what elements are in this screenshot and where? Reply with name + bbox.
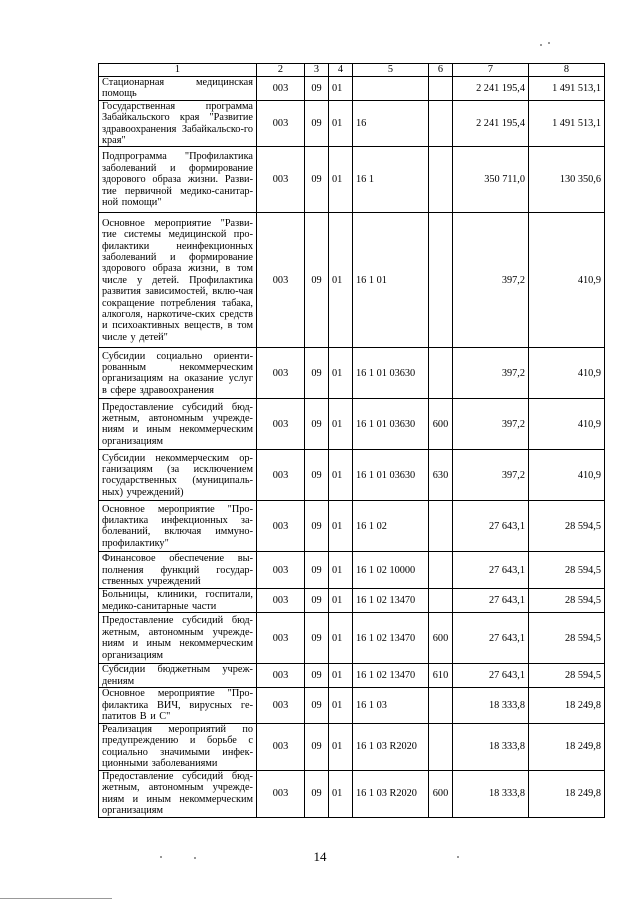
cell-subsection: 01 [329, 147, 353, 213]
cell-amount-1: 27 643,1 [453, 664, 529, 688]
col-header: 4 [329, 64, 353, 77]
cell-amount-2: 18 249,8 [529, 770, 605, 817]
cell-amount-1: 18 333,8 [453, 688, 529, 724]
table-row [99, 664, 605, 688]
cell-section: 09 [305, 664, 329, 688]
cell-code: 003 [257, 450, 305, 501]
header-row [99, 64, 605, 77]
cell-code: 003 [257, 213, 305, 348]
cell-target: 16 1 03 [353, 688, 429, 724]
scan-edge-line [0, 898, 112, 899]
cell-amount-2: 130 350,6 [529, 147, 605, 213]
cell-section: 09 [305, 724, 329, 771]
col-header: 1 [99, 64, 257, 77]
table-row [99, 770, 605, 817]
table-row [99, 450, 605, 501]
cell-section: 09 [305, 100, 329, 147]
cell-expense-type: 630 [429, 450, 453, 501]
cell-target: 16 1 02 13470 [353, 589, 429, 613]
table-row [99, 724, 605, 771]
page-number: 14 [313, 849, 327, 864]
scan-speck [457, 856, 459, 858]
cell-amount-1: 2 241 195,4 [453, 77, 529, 101]
cell-expense-type [429, 213, 453, 348]
cell-target: 16 1 01 [353, 213, 429, 348]
col-header: 2 [257, 64, 305, 77]
cell-amount-2: 18 249,8 [529, 688, 605, 724]
cell-target: 16 [353, 100, 429, 147]
cell-amount-1: 18 333,8 [453, 724, 529, 771]
row-name: Подпрограмма "Профилактика заболеваний и формирование здорового образа жизни. Разви-тие первичной медико-санитар-ной помощи" [99, 147, 257, 213]
cell-amount-1: 18 333,8 [453, 770, 529, 817]
cell-target: 16 1 03 R2020 [353, 770, 429, 817]
cell-code: 003 [257, 664, 305, 688]
cell-target: 16 1 01 03630 [353, 348, 429, 399]
cell-code: 003 [257, 589, 305, 613]
cell-expense-type [429, 688, 453, 724]
cell-expense-type: 600 [429, 613, 453, 664]
cell-code: 003 [257, 501, 305, 552]
cell-amount-2: 28 594,5 [529, 613, 605, 664]
table-row [99, 613, 605, 664]
cell-amount-1: 397,2 [453, 450, 529, 501]
cell-target: 16 1 03 R2020 [353, 724, 429, 771]
cell-code: 003 [257, 724, 305, 771]
cell-code: 003 [257, 399, 305, 450]
row-name: Субсидии социально ориенти-рованным некоммерческим организациям на оказание услуг в сфере здравоохранения [99, 348, 257, 399]
cell-amount-2: 410,9 [529, 348, 605, 399]
cell-section: 09 [305, 147, 329, 213]
cell-expense-type: 600 [429, 770, 453, 817]
cell-section: 09 [305, 213, 329, 348]
row-name: Стационарная медицинская помощь [99, 77, 257, 101]
cell-code: 003 [257, 688, 305, 724]
cell-amount-1: 27 643,1 [453, 589, 529, 613]
cell-target: 16 1 02 [353, 501, 429, 552]
row-name: Основное мероприятие "Про-филактика инфекционных за-болеваний, включая иммуно-профилактику" [99, 501, 257, 552]
cell-amount-2: 28 594,5 [529, 664, 605, 688]
cell-subsection: 01 [329, 100, 353, 147]
cell-target [353, 77, 429, 101]
cell-code: 003 [257, 770, 305, 817]
table-row [99, 77, 605, 101]
scan-speck [194, 857, 196, 859]
cell-expense-type [429, 100, 453, 147]
cell-section: 09 [305, 688, 329, 724]
table-row [99, 688, 605, 724]
row-name: Основное мероприятие "Разви-тие системы медицинской про-филактики неинфекционных заболеваний и формирование здорового образа жизни, в том числе у детей. Профилактика развития зависимостей, вклю-чая сокращение потребления табака, алкоголя, наркотиче-ских средств и психоактивных веществ, в том числе у детей" [99, 213, 257, 348]
cell-amount-2: 1 491 513,1 [529, 100, 605, 147]
col-header: 6 [429, 64, 453, 77]
cell-amount-2: 410,9 [529, 213, 605, 348]
scan-speck [540, 44, 542, 46]
cell-expense-type [429, 552, 453, 589]
cell-target: 16 1 02 13470 [353, 613, 429, 664]
row-name: Предоставление субсидий бюд-жетным, автономным учрежде-ниям и иным некоммерческим организациям [99, 399, 257, 450]
cell-expense-type [429, 501, 453, 552]
cell-subsection: 01 [329, 77, 353, 101]
cell-expense-type [429, 348, 453, 399]
cell-code: 003 [257, 147, 305, 213]
cell-section: 09 [305, 450, 329, 501]
cell-subsection: 01 [329, 348, 353, 399]
budget-table [98, 63, 605, 818]
cell-expense-type [429, 147, 453, 213]
cell-subsection: 01 [329, 589, 353, 613]
cell-amount-2: 28 594,5 [529, 552, 605, 589]
cell-section: 09 [305, 501, 329, 552]
cell-target: 16 1 01 03630 [353, 450, 429, 501]
cell-amount-1: 2 241 195,4 [453, 100, 529, 147]
table-row [99, 589, 605, 613]
cell-subsection: 01 [329, 664, 353, 688]
cell-target: 16 1 [353, 147, 429, 213]
cell-subsection: 01 [329, 613, 353, 664]
table-row [99, 213, 605, 348]
row-name: Государственная программа Забайкальского края "Развитие здравоохранения Забайкальско-го края" [99, 100, 257, 147]
cell-subsection: 01 [329, 501, 353, 552]
cell-section: 09 [305, 770, 329, 817]
cell-amount-2: 28 594,5 [529, 501, 605, 552]
col-header: 8 [529, 64, 605, 77]
cell-target: 16 1 01 03630 [353, 399, 429, 450]
cell-target: 16 1 02 13470 [353, 664, 429, 688]
cell-amount-2: 410,9 [529, 450, 605, 501]
cell-expense-type [429, 589, 453, 613]
row-name: Основное мероприятие "Про-филактика ВИЧ, вирусных ге-патитов В и С" [99, 688, 257, 724]
row-name: Реализация мероприятий по предупреждению и борьбе с социально значимыми инфек-ционными заболеваниями [99, 724, 257, 771]
table-row [99, 399, 605, 450]
table-row [99, 552, 605, 589]
cell-code: 003 [257, 348, 305, 399]
row-name: Больницы, клиники, госпитали, медико-санитарные части [99, 589, 257, 613]
cell-amount-2: 18 249,8 [529, 724, 605, 771]
cell-subsection: 01 [329, 213, 353, 348]
scan-speck [548, 42, 550, 44]
cell-section: 09 [305, 399, 329, 450]
cell-expense-type [429, 724, 453, 771]
cell-subsection: 01 [329, 688, 353, 724]
row-name: Субсидии некоммерческим ор-ганизациям (за исключением государственных (муниципаль-ных) учреждений) [99, 450, 257, 501]
cell-subsection: 01 [329, 552, 353, 589]
cell-section: 09 [305, 613, 329, 664]
cell-code: 003 [257, 100, 305, 147]
cell-section: 09 [305, 589, 329, 613]
cell-expense-type: 610 [429, 664, 453, 688]
cell-amount-1: 397,2 [453, 399, 529, 450]
cell-amount-2: 410,9 [529, 399, 605, 450]
cell-target: 16 1 02 10000 [353, 552, 429, 589]
row-name: Предоставление субсидий бюд-жетным, автономным учрежде-ниям и иным некоммерческим организациям [99, 613, 257, 664]
cell-code: 003 [257, 77, 305, 101]
cell-amount-2: 28 594,5 [529, 589, 605, 613]
cell-amount-1: 397,2 [453, 213, 529, 348]
cell-amount-1: 350 711,0 [453, 147, 529, 213]
col-header: 3 [305, 64, 329, 77]
table-row [99, 100, 605, 147]
col-header: 7 [453, 64, 529, 77]
scan-speck [160, 856, 162, 858]
table-row [99, 147, 605, 213]
cell-section: 09 [305, 348, 329, 399]
cell-amount-2: 1 491 513,1 [529, 77, 605, 101]
cell-amount-1: 27 643,1 [453, 613, 529, 664]
cell-amount-1: 27 643,1 [453, 552, 529, 589]
cell-subsection: 01 [329, 399, 353, 450]
cell-subsection: 01 [329, 770, 353, 817]
row-name: Предоставление субсидий бюд-жетным, автономным учрежде-ниям и иным некоммерческим организациям [99, 770, 257, 817]
cell-subsection: 01 [329, 724, 353, 771]
cell-amount-1: 397,2 [453, 348, 529, 399]
col-header: 5 [353, 64, 429, 77]
cell-expense-type [429, 77, 453, 101]
cell-code: 003 [257, 552, 305, 589]
cell-subsection: 01 [329, 450, 353, 501]
table-row [99, 501, 605, 552]
cell-code: 003 [257, 613, 305, 664]
row-name: Финансовое обеспечение вы-полнения функций государ-ственных учреждений [99, 552, 257, 589]
cell-section: 09 [305, 552, 329, 589]
row-name: Субсидии бюджетным учреж-дениям [99, 664, 257, 688]
cell-expense-type: 600 [429, 399, 453, 450]
cell-section: 09 [305, 77, 329, 101]
cell-amount-1: 27 643,1 [453, 501, 529, 552]
table-row [99, 348, 605, 399]
